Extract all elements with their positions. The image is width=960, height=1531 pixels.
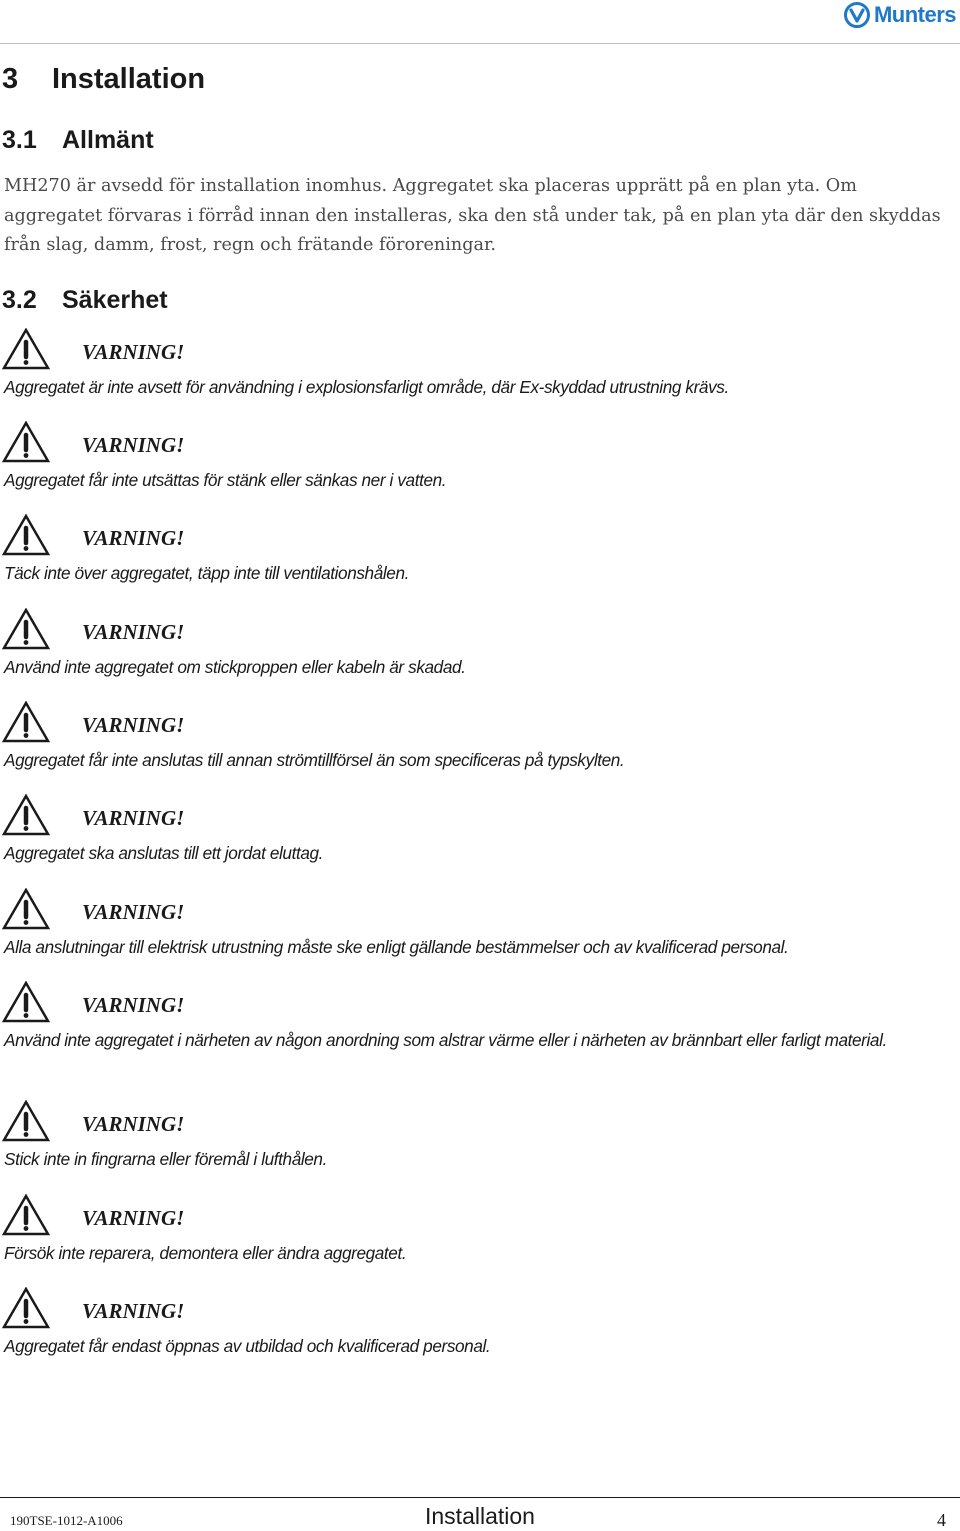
warning-label: VARNING! bbox=[82, 900, 185, 924]
footer-doc-code: 190TSE-1012-A1006 bbox=[10, 1513, 123, 1528]
warning-label: VARNING! bbox=[82, 713, 185, 737]
warning-text: Aggregatet är inte avsett för användning i explosionsfarligt område, där Ex-skyddad utrustning krävs. bbox=[4, 377, 729, 397]
warning-label: VARNING! bbox=[82, 1206, 185, 1230]
brand-name: Munters bbox=[873, 2, 956, 27]
section-number: 3 bbox=[2, 63, 19, 95]
warning-label: VARNING! bbox=[82, 993, 185, 1017]
warning-text: Aggregatet får inte utsättas för stänk eller sänkas ner i vatten. bbox=[4, 470, 447, 490]
header-divider bbox=[0, 43, 960, 44]
subsection-safety-heading bbox=[2, 286, 168, 315]
warning-triangle-icon bbox=[2, 608, 50, 650]
warning-text: Använd inte aggregatet i närheten av någon anordning som alstrar värme eller i närheten av brännbart eller farligt material. bbox=[4, 1030, 887, 1050]
subsection-general-heading bbox=[2, 126, 154, 155]
section-heading bbox=[2, 63, 205, 96]
warning-label: VARNING! bbox=[82, 1299, 185, 1323]
warning-triangle-icon bbox=[2, 328, 50, 370]
warning-triangle-icon bbox=[2, 1194, 50, 1236]
warning-triangle-icon bbox=[2, 981, 50, 1023]
warning-triangle-icon bbox=[2, 888, 50, 930]
warning-text: Alla anslutningar till elektrisk utrustning måste ske enligt gällande bestämmelser och av kvalificerad personal. bbox=[4, 937, 789, 957]
warning-text: Aggregatet ska anslutas till ett jordat eluttag. bbox=[4, 843, 324, 863]
warning-triangle-icon bbox=[2, 701, 50, 743]
subsection-general-title: Allmänt bbox=[62, 126, 154, 154]
subsection-general-number: 3.1 bbox=[2, 126, 37, 154]
footer-divider bbox=[0, 1497, 960, 1498]
warning-text: Täck inte över aggregatet, täpp inte till ventilationshålen. bbox=[4, 563, 409, 583]
footer-page-number: 4 bbox=[937, 1510, 946, 1530]
warning-text: Försök inte reparera, demontera eller ändra aggregatet. bbox=[4, 1243, 407, 1263]
warning-label: VARNING! bbox=[82, 433, 185, 457]
warning-triangle-icon bbox=[2, 421, 50, 463]
subsection-safety-number: 3.2 bbox=[2, 286, 37, 314]
footer-title: Installation bbox=[425, 1503, 535, 1529]
warning-text: Använd inte aggregatet om stickproppen eller kabeln är skadad. bbox=[4, 657, 466, 677]
warning-triangle-icon bbox=[2, 514, 50, 556]
warning-label: VARNING! bbox=[82, 1112, 185, 1136]
warning-label: VARNING! bbox=[82, 620, 185, 644]
warning-text: Stick inte in fingrarna eller föremål i lufthålen. bbox=[4, 1149, 327, 1169]
warning-label: VARNING! bbox=[82, 340, 185, 364]
munters-logo-icon bbox=[844, 2, 870, 28]
warning-triangle-icon bbox=[2, 794, 50, 836]
warning-text: Aggregatet får inte anslutas till annan strömtillförsel än som specificeras på typskylten. bbox=[4, 750, 625, 770]
brand-logo bbox=[844, 2, 956, 28]
subsection-safety-title: Säkerhet bbox=[62, 286, 168, 314]
warning-label: VARNING! bbox=[82, 526, 185, 550]
warning-label: VARNING! bbox=[82, 806, 185, 830]
general-paragraph: MH270 är avsedd för installation inomhus. Aggregatet ska placeras upprätt på en plan yta. Om aggregatet förvaras i förråd innan den installeras, ska den stå under tak, på en plan yta där den skyddas från slag, damm, frost, regn och frätande föroreningar. bbox=[4, 176, 941, 255]
warning-triangle-icon bbox=[2, 1287, 50, 1329]
warning-text: Aggregatet får endast öppnas av utbildad och kvalificerad personal. bbox=[4, 1336, 491, 1356]
section-title: Installation bbox=[52, 63, 206, 95]
warning-triangle-icon bbox=[2, 1100, 50, 1142]
